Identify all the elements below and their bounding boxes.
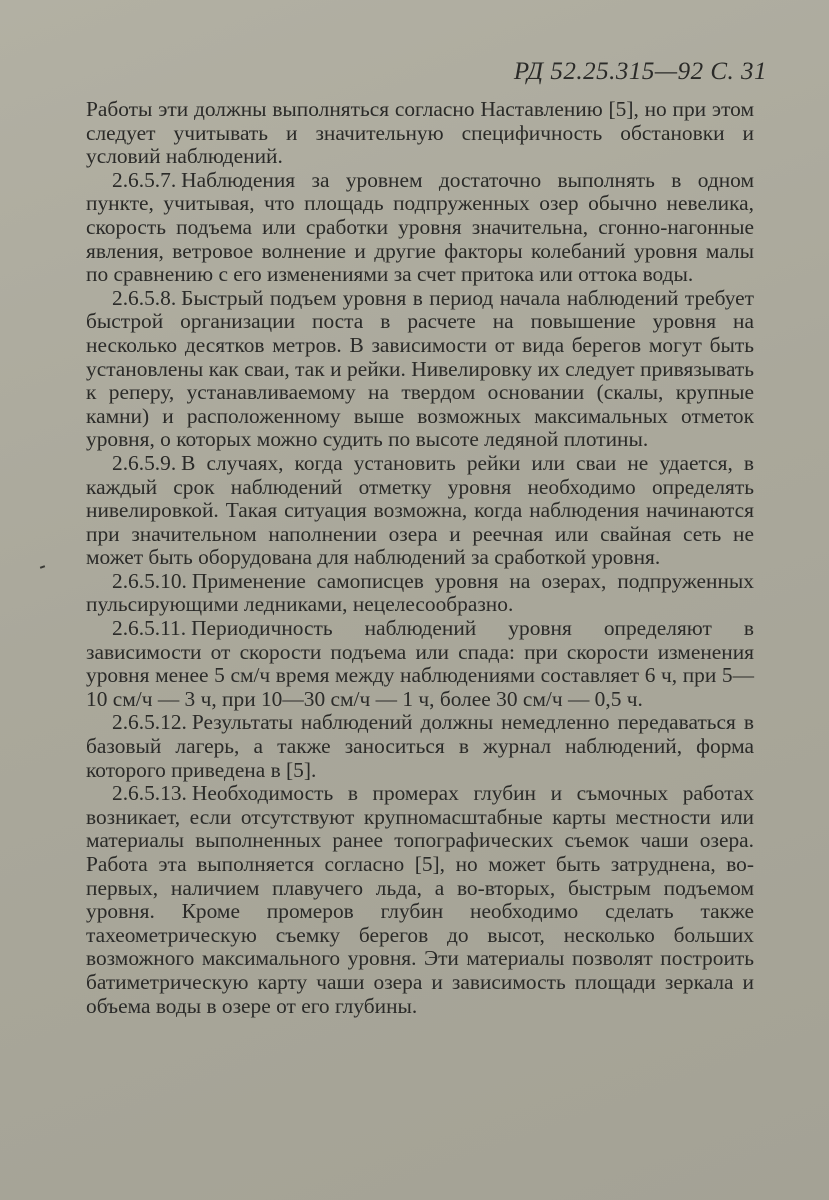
paragraph-text: В случаях, когда установить рейки или сваи не удается, в каждый срок наблюдений отметку уровня необходимо определять нивелировкой. Такая ситуация возможна, когда наблюдения начинаются при значительном наполнении озера и реечная или свайная сеть не может быть оборудована для наблюдений за сработкой уровня. xyxy=(86,450,754,570)
section-number: 2.6.5.9. xyxy=(112,450,177,475)
paragraph xyxy=(86,782,754,1018)
section-number: 2.6.5.7. xyxy=(112,167,177,192)
paragraph-text: Периодичность наблюдений уровня определяют в зависимости от скорости подъема или спада: при скорости изменения уровня менее 5 см/ч время между наблюдениями составляет 6 ч, при 5—10 см/ч — 3 ч, при 10—30 см/ч — 1 ч, более 30 см/ч — 0,5 ч. xyxy=(86,616,754,711)
paragraph-text: Работы эти должны выполняться согласно Наставлению [5], но при этом следует учитывать и значительную специфичность обстановки и условий наблюдений. xyxy=(86,97,754,169)
paragraph xyxy=(86,169,754,287)
paragraph xyxy=(86,711,754,782)
paragraph xyxy=(86,617,754,711)
paragraph-text: Необходимость в промерах глубин и съмочных работах возникает, если отсутствуют крупномасштабные карты местности или материалы выполненных ранее топографических съемок чаши озера. Работа эта выполняется согласно [5], но может быть затруднена, во-первых, наличием плавучего льда, а во-вторых, быстрым подъемом уровня. Кроме промеров глубин необходимо сделать также тахеометрическую съемку берегов до высот, несколько больших возможного максимального уровня. Эти материалы позволят построить батиметрическую карту чаши озера и зависимость площади зеркала и объема воды в озере от его глубины. xyxy=(86,781,754,1018)
paragraph xyxy=(86,452,754,570)
paragraph xyxy=(86,287,754,452)
page-header: РД 52.25.315—92 С. 31 xyxy=(513,58,767,85)
paragraph xyxy=(86,98,754,169)
section-number: 2.6.5.10. xyxy=(112,568,187,593)
paragraph-text: Результаты наблюдений должны немедленно передаваться в базовый лагерь, а также заноситься в журнал наблюдений, форма которого приведена в [5]. xyxy=(86,710,754,782)
paragraph-text: Применение самописцев уровня на озерах, подпруженных пульсирующими ледниками, нецелесообразно. xyxy=(86,568,754,617)
section-number: 2.6.5.13. xyxy=(112,781,187,806)
section-number: 2.6.5.11. xyxy=(112,616,187,641)
paragraph xyxy=(86,570,754,617)
paragraph-text: Наблюдения за уровнем достаточно выполнять в одном пункте, учитывая, что площадь подпруженных озер обычно невелика, скорость подъема или сработки уровня значительна, сгонно-нагонные явления, ветровое волнение и другие факторы колебаний уровня малы по сравнению с его изменениями за счет притока или оттока воды. xyxy=(86,167,754,287)
section-number: 2.6.5.8. xyxy=(112,285,177,310)
paragraph-text: Быстрый подъем уровня в период начала наблюдений требует быстрой организации поста в расчете на повышение уровня на несколько десятков метров. В зависимости от вида берегов могут быть установлены как сваи, так и рейки. Нивелировку их следует привязывать к реперу, устанавливаемому на твердом основании (скалы, крупные камни) и расположенному выше возможных максимальных отметок уровня, о которых можно судить по высоте ледяной плотины. xyxy=(86,285,754,452)
margin-mark xyxy=(40,565,45,569)
section-number: 2.6.5.12. xyxy=(112,710,187,735)
page-body xyxy=(86,98,754,1018)
